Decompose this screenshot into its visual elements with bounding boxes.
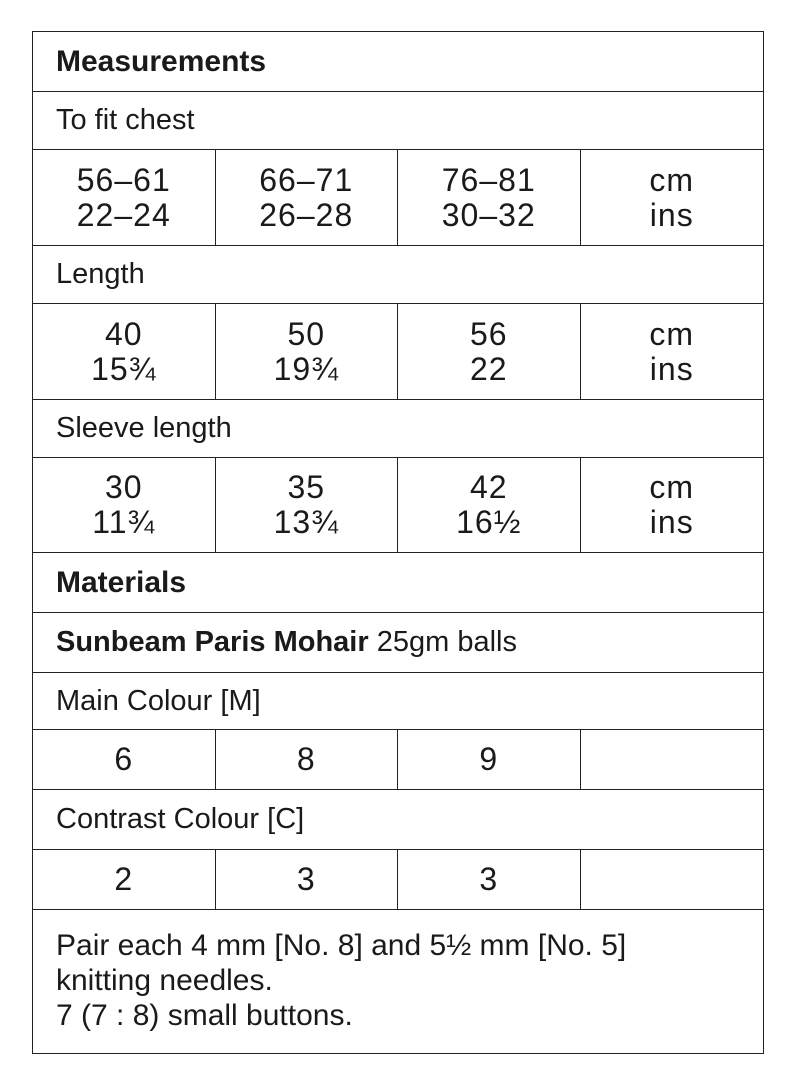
chest-ins-3: 30–32 — [441, 196, 536, 233]
sleeve-size-3 — [398, 458, 581, 552]
sleeve-ins-1: 11¾ — [92, 504, 156, 540]
yarn-row — [33, 613, 763, 673]
chest-cm-3: 76–81 — [441, 161, 536, 198]
yarn-detail: 25gm balls — [368, 626, 517, 658]
main-colour-qty-2: 8 — [216, 730, 399, 789]
length-size-3 — [398, 304, 581, 399]
length-size-2 — [216, 304, 399, 399]
yarn-name: Sunbeam Paris Mohair — [56, 626, 369, 658]
contrast-colour-label-row — [33, 790, 763, 850]
chest-units — [581, 150, 764, 245]
notes-line-3: 7 (7 : 8) small buttons. — [56, 999, 353, 1032]
sleeve-cm-1: 30 — [104, 469, 143, 505]
sleeve-size-1 — [33, 458, 216, 552]
main-colour-qty-1: 6 — [33, 730, 216, 789]
length-cm-3: 56 — [469, 315, 508, 352]
sleeve-ins-2: 13¾ — [273, 504, 339, 540]
chest-sizes-row — [33, 150, 763, 246]
chest-size-1 — [33, 150, 216, 245]
measurements-heading — [33, 32, 763, 92]
contrast-colour-qty-2: 3 — [216, 850, 399, 909]
chest-unit-ins: ins — [649, 196, 694, 233]
contrast-colour-qty-1: 2 — [33, 850, 216, 909]
chest-ins-2: 26–28 — [259, 196, 354, 233]
length-cm-2: 50 — [287, 315, 326, 352]
sleeve-ins-3: 16½ — [456, 504, 522, 540]
materials-title: Materials — [56, 565, 187, 599]
length-sizes-row — [33, 304, 763, 400]
length-units — [581, 304, 764, 399]
contrast-colour-qty-4 — [581, 850, 764, 909]
pattern-table — [32, 31, 764, 1054]
main-colour-qty-4 — [581, 730, 764, 789]
length-unit-cm: cm — [649, 315, 695, 352]
length-label-row — [33, 246, 763, 304]
notes-line-2: knitting needles. — [56, 964, 273, 997]
length-unit-ins: ins — [649, 350, 694, 387]
needles-buttons-notes — [33, 910, 763, 1054]
main-colour-qty-3: 9 — [398, 730, 581, 789]
sleeve-unit-cm: cm — [649, 469, 695, 505]
chest-label-row — [33, 92, 763, 150]
chest-label: To fit chest — [56, 104, 195, 136]
chest-unit-cm: cm — [649, 161, 695, 198]
sleeve-unit-ins: ins — [649, 504, 694, 540]
main-colour-label-row — [33, 673, 763, 730]
materials-heading — [33, 553, 763, 613]
chest-ins-1: 22–24 — [76, 196, 171, 233]
chest-cm-2: 66–71 — [259, 161, 354, 198]
contrast-colour-qty-3: 3 — [398, 850, 581, 909]
length-cm-1: 40 — [104, 315, 143, 352]
sleeve-sizes-row — [33, 458, 763, 553]
sleeve-cm-3: 42 — [469, 469, 508, 505]
main-colour-label: Main Colour [M] — [56, 684, 261, 717]
notes-line-1: Pair each 4 mm [No. 8] and 5½ mm [No. 5] — [56, 929, 627, 962]
sleeve-label-row — [33, 400, 763, 458]
length-ins-3: 22 — [469, 350, 508, 387]
length-size-1 — [33, 304, 216, 399]
contrast-colour-label: Contrast Colour [C] — [56, 803, 305, 835]
length-label: Length — [56, 258, 145, 290]
measurements-title: Measurements — [56, 44, 267, 78]
sleeve-cm-2: 35 — [287, 469, 326, 505]
length-ins-1: 15¾ — [91, 350, 157, 387]
chest-size-3 — [398, 150, 581, 245]
sleeve-label: Sleeve length — [56, 412, 232, 444]
main-colour-row — [33, 730, 763, 790]
chest-size-2 — [216, 150, 399, 245]
contrast-colour-row — [33, 850, 763, 910]
sleeve-units — [581, 458, 764, 552]
chest-cm-1: 56–61 — [76, 161, 171, 198]
length-ins-2: 19¾ — [273, 350, 339, 387]
sleeve-size-2 — [216, 458, 399, 552]
